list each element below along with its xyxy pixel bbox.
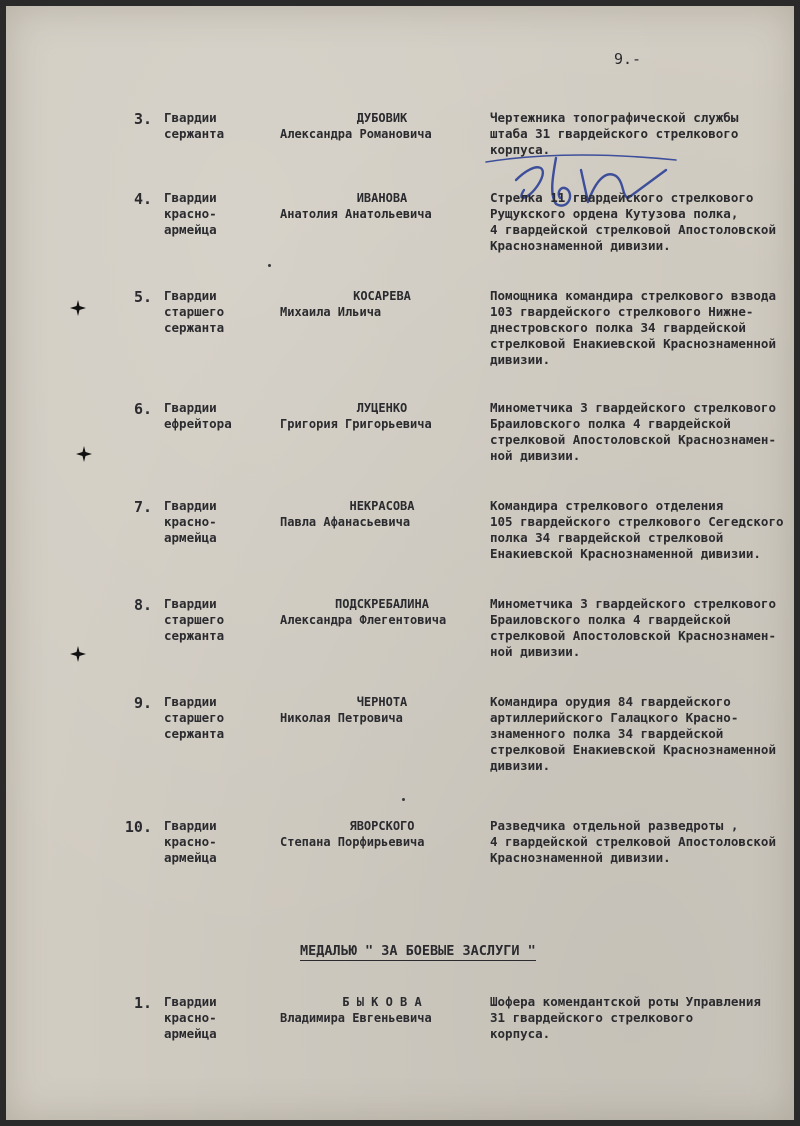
position-description: [490, 190, 790, 254]
rank: [164, 400, 274, 432]
recipient-name: [280, 110, 470, 142]
position-description: [490, 694, 790, 774]
rank-line: сержанта: [164, 628, 225, 643]
section-title: МЕДАЛЬЮ " ЗА БОЕВЫЕ ЗАСЛУГИ ": [300, 943, 536, 959]
rank-line: красно-: [164, 514, 217, 529]
position-line: полка 34 гвардейской стрелковой: [490, 530, 724, 545]
position-line: штаба 31 гвардейского стрелкового: [490, 126, 739, 141]
rank-line: Гвардии: [164, 694, 217, 709]
position-line: Минометчика 3 гвардейского стрелкового: [490, 596, 776, 611]
position-line: Чертежника топографической службы: [490, 110, 739, 125]
position-description: [490, 288, 790, 368]
position-line: Шофера комендантской роты Управления: [490, 994, 761, 1009]
surname: КОСАРЕВА: [353, 289, 411, 303]
rank-line: ефрейтора: [164, 416, 232, 431]
ink-speck: [268, 264, 271, 267]
position-line: днестровского полка 34 гвардейской: [490, 320, 746, 335]
position-line: корпуса.: [490, 142, 551, 157]
given-names: Александра Флегентовича: [280, 613, 447, 627]
rank: [164, 994, 274, 1042]
ink-speck: [402, 798, 405, 801]
given-names: Степана Порфирьевича: [280, 835, 425, 849]
rank-line: красно-: [164, 206, 217, 221]
position-line: Минометчика 3 гвардейского стрелкового: [490, 400, 776, 415]
position-line: ной дивизии.: [490, 448, 581, 463]
punch-hole-mark: [70, 646, 86, 662]
punch-hole-mark: [76, 446, 92, 462]
entry-number: 8.: [133, 596, 152, 614]
surname: ПОДСКРЕБАЛИНА: [335, 597, 429, 611]
entry-number: 9.: [133, 694, 152, 712]
rank-line: сержанта: [164, 320, 225, 335]
recipient-name: [280, 994, 470, 1026]
position-description: [490, 818, 790, 866]
recipient-name: [280, 818, 470, 850]
position-description: [490, 110, 790, 158]
position-line: ной дивизии.: [490, 644, 581, 659]
given-names: Николая Петровича: [280, 711, 403, 725]
rank-line: Гвардии: [164, 994, 217, 1009]
position-line: стрелковой Апостоловской Краснознамен-: [490, 628, 776, 643]
rank-line: старшего: [164, 710, 225, 725]
position-line: дивизии.: [490, 352, 551, 367]
rank-line: красно-: [164, 1010, 217, 1025]
entry-number: 7.: [133, 498, 152, 516]
position-line: Стрелка 11 гвардейского стрелкового: [490, 190, 754, 205]
position-line: корпуса.: [490, 1026, 551, 1041]
rank-line: Гвардии: [164, 110, 217, 125]
rank-line: красно-: [164, 834, 217, 849]
rank-line: армейца: [164, 222, 217, 237]
given-names: Григория Григорьевича: [280, 417, 432, 431]
rank-line: Гвардии: [164, 498, 217, 513]
rank-line: армейца: [164, 530, 217, 545]
position-line: знаменного полка 34 гвардейской: [490, 726, 724, 741]
rank: [164, 818, 274, 866]
document-page: [6, 6, 794, 1120]
rank-line: старшего: [164, 304, 225, 319]
position-description: [490, 994, 790, 1042]
position-line: Браиловского полка 4 гвардейской: [490, 416, 731, 431]
entry-number: 5.: [133, 288, 152, 306]
position-line: артиллерийского Галацкого Красно-: [490, 710, 739, 725]
position-description: [490, 498, 790, 562]
entry-number: 10.: [124, 818, 152, 836]
rank: [164, 110, 274, 142]
position-line: Краснознаменной дивизии.: [490, 850, 671, 865]
surname: ИВАНОВА: [356, 191, 408, 205]
rank-line: Гвардии: [164, 596, 217, 611]
position-line: 4 гвардейской стрелковой Апостоловской: [490, 222, 776, 237]
position-line: Краснознаменной дивизии.: [490, 238, 671, 253]
rank: [164, 596, 274, 644]
entry-number: 3.: [133, 110, 152, 128]
surname: Б Ы К О В А: [342, 995, 422, 1009]
position-line: Браиловского полка 4 гвардейской: [490, 612, 731, 627]
position-line: дивизии.: [490, 758, 551, 773]
surname: ЧЕРНОТА: [356, 695, 408, 709]
rank-line: сержанта: [164, 126, 225, 141]
recipient-name: [280, 400, 470, 432]
entry-number: 6.: [133, 400, 152, 418]
recipient-name: [280, 498, 470, 530]
rank: [164, 288, 274, 336]
entry-number: 1.: [133, 994, 152, 1012]
given-names: Павла Афанасьевича: [280, 515, 411, 529]
position-line: Разведчика отдельной разведроты ,: [490, 818, 739, 833]
rank: [164, 190, 274, 238]
surname: ДУБОВИК: [356, 111, 408, 125]
position-line: стрелковой Апостоловской Краснознамен-: [490, 432, 776, 447]
position-line: Командира стрелкового отделения: [490, 498, 724, 513]
recipient-name: [280, 596, 470, 628]
page-number: 9.-: [614, 50, 642, 68]
position-line: Помощника командира стрелкового взвода: [490, 288, 776, 303]
rank-line: сержанта: [164, 726, 225, 741]
rank-line: старшего: [164, 612, 225, 627]
position-line: 31 гвардейского стрелкового: [490, 1010, 694, 1025]
position-line: 4 гвардейской стрелковой Апостоловской: [490, 834, 776, 849]
position-description: [490, 400, 790, 464]
rank-line: армейца: [164, 1026, 217, 1041]
given-names: Анатолия Анатольевича: [280, 207, 432, 221]
position-line: стрелковой Енакиевской Краснознаменной: [490, 742, 776, 757]
position-line: Енакиевской Краснознаменной дивизии.: [490, 546, 761, 561]
recipient-name: [280, 190, 470, 222]
given-names: Владимира Евгеньевича: [280, 1011, 432, 1025]
punch-hole-mark: [70, 300, 86, 316]
recipient-name: [280, 288, 470, 320]
rank-line: Гвардии: [164, 288, 217, 303]
rank: [164, 498, 274, 546]
rank-line: Гвардии: [164, 190, 217, 205]
position-line: Рущукского ордена Кутузова полка,: [490, 206, 739, 221]
rank-line: армейца: [164, 850, 217, 865]
surname: ЛУЦЕНКО: [356, 401, 408, 415]
rank-line: Гвардии: [164, 818, 217, 833]
recipient-name: [280, 694, 470, 726]
rank-line: Гвардии: [164, 400, 217, 415]
position-line: стрелковой Енакиевской Краснознаменной: [490, 336, 776, 351]
surname: НЕКРАСОВА: [349, 499, 415, 513]
position-description: [490, 596, 790, 660]
entry-number: 4.: [133, 190, 152, 208]
position-line: Командира орудия 84 гвардейского: [490, 694, 731, 709]
rank: [164, 694, 274, 742]
given-names: Александра Романовича: [280, 127, 432, 141]
position-line: 105 гвардейского стрелкового Сегедского: [490, 514, 784, 529]
given-names: Михаила Ильича: [280, 305, 382, 319]
surname: ЯВОРСКОГО: [349, 819, 415, 833]
position-line: 103 гвардейского стрелкового Нижне-: [490, 304, 754, 319]
